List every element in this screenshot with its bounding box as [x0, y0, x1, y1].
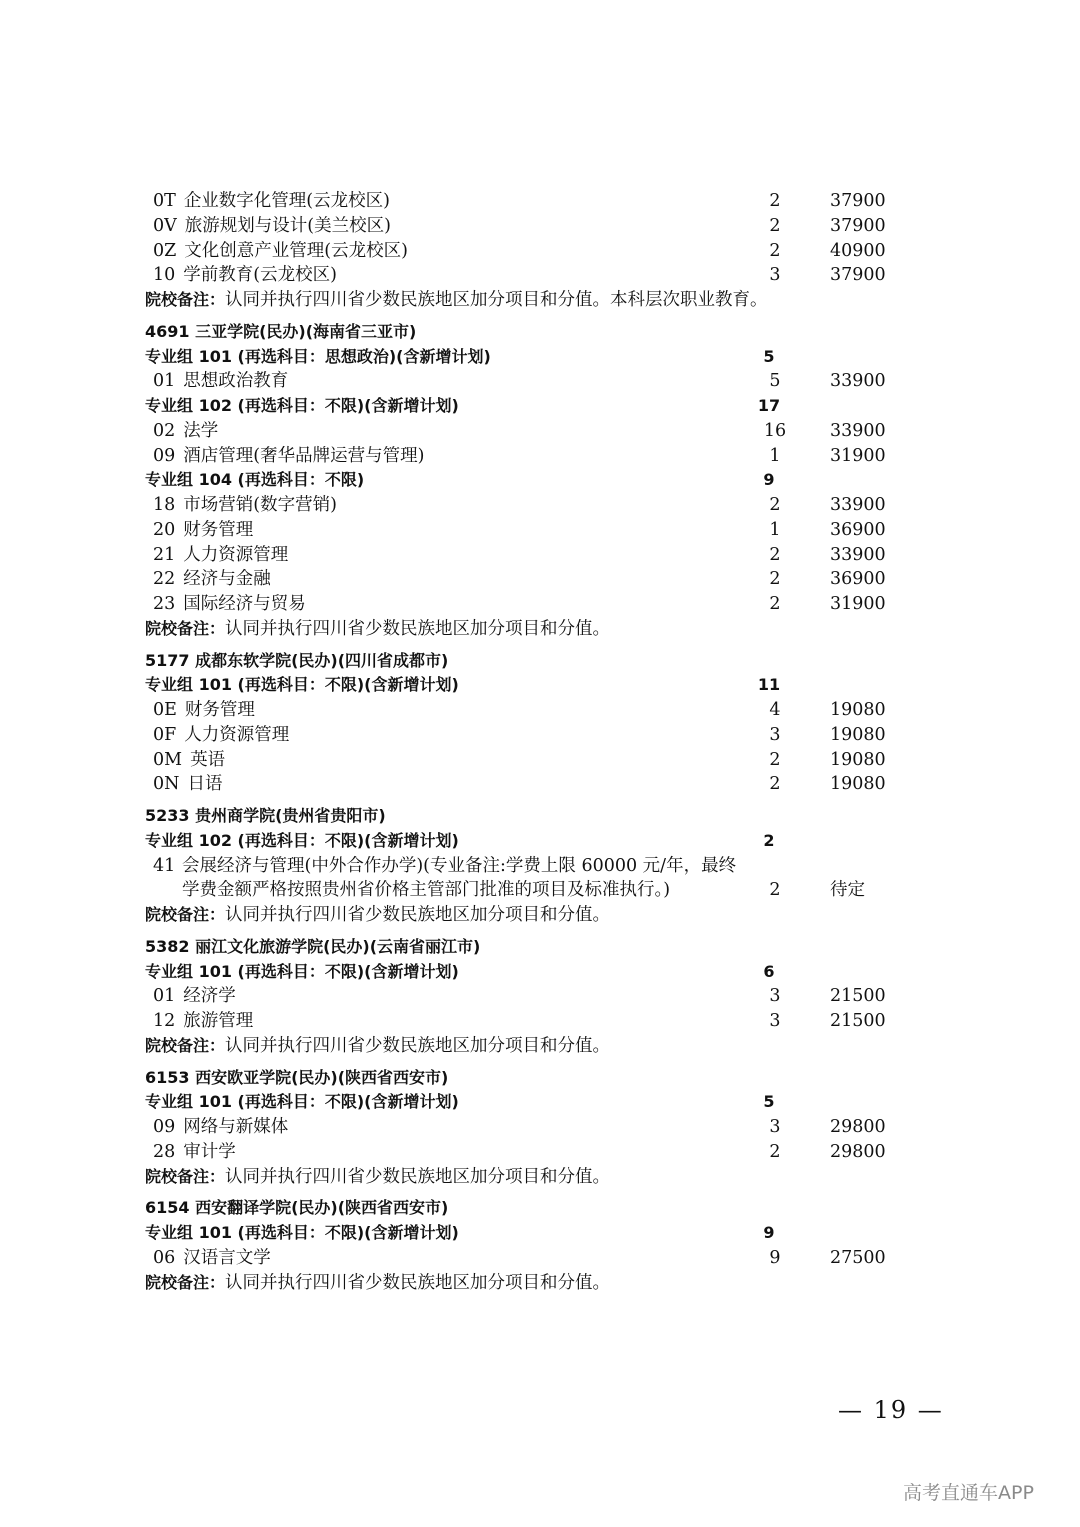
note-label: 院校备注：: [145, 905, 226, 924]
major-count: 1: [769, 445, 781, 466]
major-name: 经济学: [183, 986, 236, 1007]
major-name: 财务管理: [184, 700, 255, 720]
major-code: 01: [153, 986, 176, 1007]
major-count: 2: [769, 774, 781, 795]
group-count: 6: [763, 961, 775, 981]
major-fee: 40900: [830, 240, 886, 261]
major-fee: 待定: [830, 880, 865, 901]
major-fee: 21500: [830, 1011, 886, 1031]
major-code: 02: [153, 420, 176, 441]
group-row: [145, 1090, 925, 1115]
note-text: 认同并执行四川省少数民族地区加分项目和分值。: [225, 1035, 611, 1056]
group-title: 专业组 101 (再选科目：不限)(含新增计划): [145, 1223, 459, 1242]
note-label: 院校备注：: [145, 1035, 226, 1055]
major-row: [145, 748, 925, 773]
major-fee: 19080: [830, 724, 886, 745]
major-code: 0V: [153, 215, 177, 236]
major-code: 0Z: [153, 240, 177, 261]
major-name: 审计学: [183, 1141, 236, 1162]
major-count: 1: [769, 519, 781, 540]
major-name: 国际经济与贸易: [183, 594, 306, 614]
page-number: — 19 —: [838, 1396, 944, 1424]
major-name: 网络与新媒体: [183, 1117, 289, 1137]
major-row: [145, 723, 925, 748]
group-title: 专业组 101 (再选科目：思想政治)(含新增计划): [145, 346, 491, 366]
major-row: [145, 1009, 925, 1034]
major-code: 10: [153, 265, 176, 286]
note-label: 院校备注：: [145, 1166, 226, 1186]
major-row: [145, 444, 925, 469]
major-count: 16: [763, 420, 787, 441]
major-name: 财务管理: [183, 519, 254, 540]
major-name: 汉语言文学: [183, 1247, 271, 1268]
school-title: 5177 成都东软学院(民办)(四川省成都市): [145, 650, 449, 670]
major-name: 人力资源管理: [184, 724, 290, 745]
major-fee: 21500: [830, 986, 886, 1007]
major-row: [145, 214, 925, 239]
major-name: 酒店管理(奢华品牌运营与管理): [183, 445, 425, 466]
major-count: 2: [769, 569, 781, 590]
major-row: [145, 263, 925, 288]
major-name: 企业数字化管理(云龙校区): [183, 191, 390, 211]
major-code: 09: [153, 445, 176, 466]
note-text: 认同并执行四川省少数民族地区加分项目和分值。: [225, 1272, 611, 1293]
major-code: 20: [153, 519, 176, 540]
group-count: 5: [763, 1092, 775, 1112]
group-row: [145, 468, 925, 493]
group-count: 5: [763, 346, 775, 366]
major-code: 18: [153, 495, 176, 515]
major-count: 3: [769, 986, 781, 1007]
watermark: 高考直通车APP: [903, 1482, 1034, 1504]
major-code: 0T: [153, 191, 176, 211]
major-name: 旅游管理: [183, 1011, 254, 1031]
school-note: [145, 1034, 925, 1059]
major-count: 2: [769, 880, 781, 901]
major-code: 0E: [153, 700, 177, 720]
major-fee: 36900: [830, 519, 886, 540]
major-count: 3: [769, 265, 781, 286]
major-fee: 37900: [830, 191, 886, 211]
major-count: 2: [769, 240, 781, 261]
major-fee: 33900: [830, 544, 886, 565]
major-fee: 19080: [830, 749, 886, 770]
major-row: [145, 369, 925, 394]
group-title: 专业组 102 (再选科目：不限)(含新增计划): [145, 830, 459, 850]
group-count: 9: [763, 1223, 775, 1242]
major-count: 2: [769, 495, 781, 515]
major-fee: 33900: [830, 371, 886, 392]
major-row: [145, 543, 925, 568]
major-row: [145, 189, 925, 214]
document-body: [145, 189, 925, 1295]
major-code: 22: [153, 569, 176, 590]
school-note: [145, 1271, 925, 1296]
major-code: 0M: [153, 749, 183, 770]
major-row: [145, 518, 925, 543]
major-count: 2: [769, 749, 781, 770]
major-count: 2: [769, 594, 781, 614]
school-note: [145, 903, 925, 928]
major-fee: 37900: [830, 215, 886, 236]
note-label: 院校备注：: [145, 1272, 226, 1292]
group-title: 专业组 104 (再选科目：不限): [145, 470, 365, 490]
major-name: 经济与金融: [183, 569, 271, 590]
major-code: 12: [153, 1011, 176, 1031]
note-text: 认同并执行四川省少数民族地区加分项目和分值。: [225, 905, 611, 925]
major-fee: 37900: [830, 265, 886, 286]
group-row: [145, 345, 925, 370]
major-row: [145, 493, 925, 518]
major-row: [145, 419, 925, 444]
major-fee: 31900: [830, 445, 886, 466]
major-fee: 19080: [830, 774, 886, 795]
group-title: 专业组 101 (再选科目：不限)(含新增计划): [145, 1092, 459, 1112]
note-text: 认同并执行四川省少数民族地区加分项目和分值。: [225, 1166, 611, 1187]
major-code: 41: [153, 855, 176, 876]
group-title: 专业组 102 (再选科目：不限)(含新增计划): [145, 396, 459, 415]
major-name: 会展经济与管理(中外合作办学)(专业备注:学费上限 60000 元/年，最终学费金额严格按照贵州省价格主管部门批准的项目及标准执行。): [182, 855, 737, 901]
group-count: 17: [757, 396, 781, 415]
major-fee: 19080: [830, 700, 886, 720]
note-text: 认同并执行四川省少数民族地区加分项目和分值。: [225, 618, 611, 639]
major-fee: 29800: [830, 1141, 886, 1162]
major-count: 9: [769, 1247, 781, 1268]
school-note: [145, 1165, 925, 1190]
school-title: 6154 西安翻译学院(民办)(陕西省西安市): [145, 1198, 449, 1218]
major-name: 英语: [190, 749, 226, 770]
major-code: 0N: [153, 774, 180, 795]
note-text: 认同并执行四川省少数民族地区加分项目和分值。本科层次职业教育。: [225, 290, 768, 310]
note-label: 院校备注：: [145, 290, 226, 309]
group-row: [145, 1221, 925, 1246]
major-code: 21: [153, 544, 176, 565]
major-name: 学前教育(云龙校区): [183, 265, 337, 286]
major-count: 3: [769, 724, 781, 745]
group-title: 专业组 101 (再选科目：不限)(含新增计划): [145, 675, 459, 695]
major-name: 思想政治教育: [183, 371, 289, 392]
major-count: 2: [769, 191, 781, 211]
major-fee: 31900: [830, 594, 886, 614]
major-count: 4: [769, 700, 781, 720]
major-count: 2: [769, 1141, 781, 1162]
major-code: 23: [153, 594, 176, 614]
major-code: 0F: [153, 724, 177, 745]
school-title: 5382 丽江文化旅游学院(民办)(云南省丽江市): [145, 936, 481, 956]
group-count: 9: [763, 470, 775, 490]
major-fee: 27500: [830, 1247, 886, 1268]
group-row: [145, 394, 925, 419]
major-name: 旅游规划与设计(美兰校区): [184, 215, 391, 236]
note-label: 院校备注：: [145, 618, 226, 638]
school-title: 5233 贵州商学院(贵州省贵阳市): [145, 806, 386, 825]
major-count: 2: [769, 215, 781, 236]
group-count: 2: [763, 830, 775, 850]
major-fee: 36900: [830, 569, 886, 590]
major-name: 日语: [187, 774, 223, 795]
major-row: [145, 772, 925, 797]
major-row: [145, 592, 925, 617]
group-row: [145, 960, 925, 985]
major-code: 01: [153, 371, 176, 392]
major-fee: 33900: [830, 420, 886, 441]
major-row: [145, 1140, 925, 1165]
school-title: 4691 三亚学院(民办)(海南省三亚市): [145, 321, 417, 341]
major-code: 09: [153, 1117, 176, 1137]
major-count: 3: [769, 1011, 781, 1031]
major-count: 2: [769, 544, 781, 565]
major-fee: 29800: [830, 1117, 886, 1137]
major-row: [145, 239, 925, 264]
major-row: [145, 567, 925, 592]
school-note: [145, 617, 925, 642]
group-title: 专业组 101 (再选科目：不限)(含新增计划): [145, 961, 459, 981]
group-row: [145, 673, 925, 698]
major-name: 市场营销(数字营销): [183, 495, 337, 515]
major-row: [145, 854, 925, 904]
school-title: 6153 西安欧亚学院(民办)(陕西省西安市): [145, 1067, 449, 1087]
major-row: [145, 984, 925, 1009]
major-fee: 33900: [830, 495, 886, 515]
major-row: [145, 1115, 925, 1140]
major-row: [145, 698, 925, 723]
major-name: 文化创意产业管理(云龙校区): [184, 240, 408, 261]
major-name: 人力资源管理: [183, 544, 289, 565]
group-row: [145, 829, 925, 854]
major-count: 3: [769, 1117, 781, 1137]
school-note: [145, 288, 925, 313]
major-code: 06: [153, 1247, 176, 1268]
major-row: [145, 1246, 925, 1271]
major-code: 28: [153, 1141, 176, 1162]
major-name: 法学: [183, 420, 219, 441]
group-count: 11: [757, 675, 781, 695]
major-count: 5: [769, 371, 781, 392]
